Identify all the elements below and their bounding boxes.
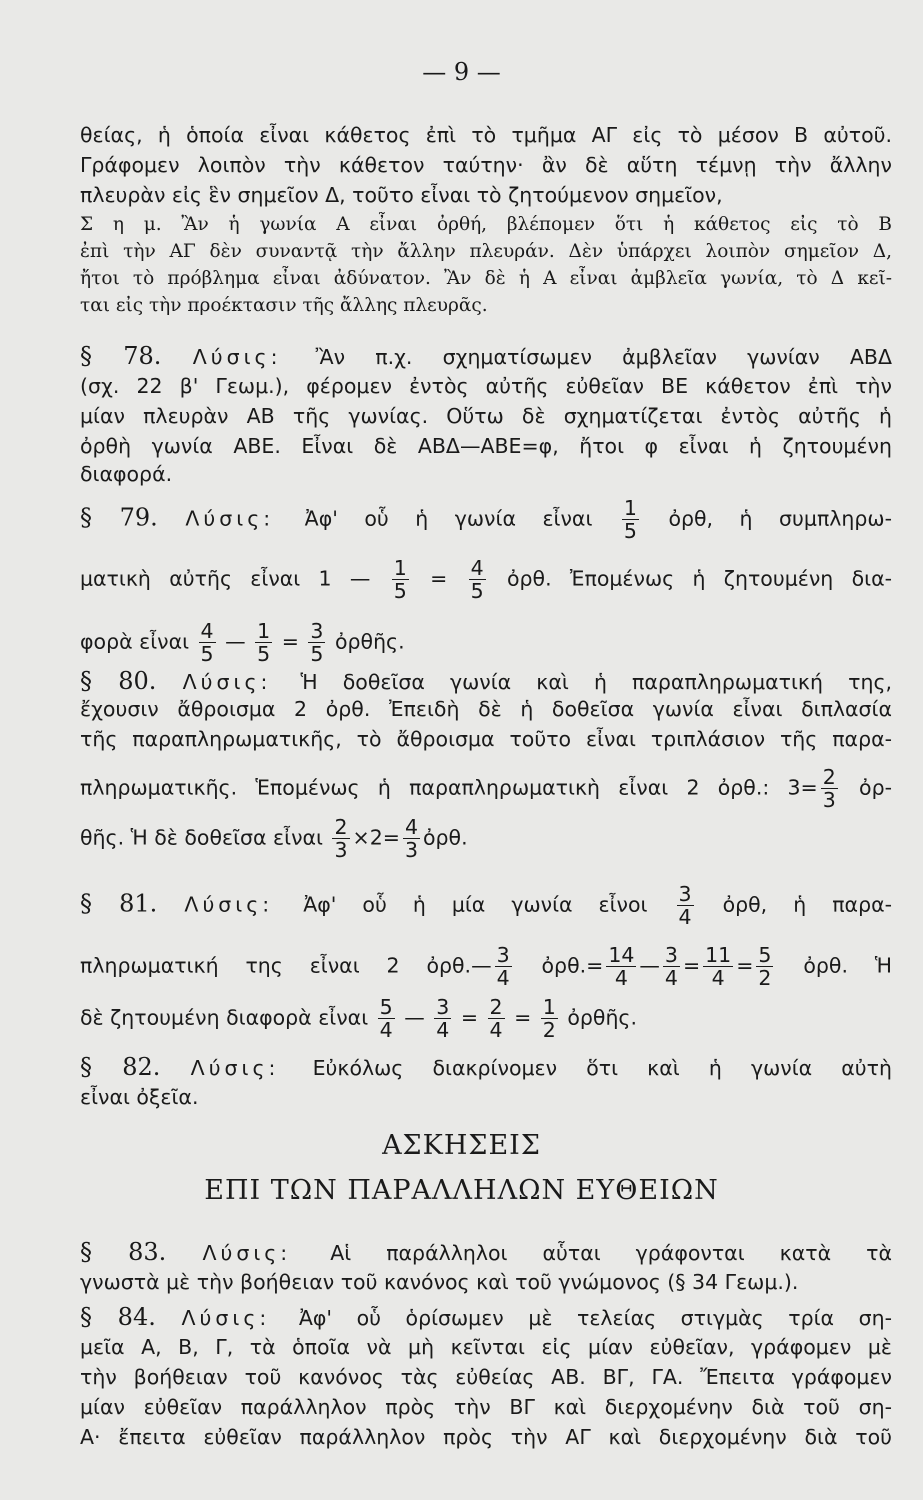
text-line: § 80. Λύσις: Ἡ δοθεῖσα γωνία καὶ ἡ παραπληρωματική της, <box>80 668 892 695</box>
text-line: μεῖα Α, Β, Γ, τὰ ὁποῖα νὰ μὴ κεῖνται εἰς μίαν εὐθεῖαν, γράφομεν μὲ <box>80 1335 892 1359</box>
text-line: ται εἰς τὴν προέκτασιν τῆς ἄλλης πλευρᾶς. <box>80 295 488 316</box>
text-line: τῆς παραπληρωματικῆς, τὸ ἄθροισμα τοῦτο εἶναι τριπλάσιον τῆς παρα- <box>80 727 892 751</box>
text-line: § 83. Λύσις: Αἱ παράλληλοι αὗται γράφονται κατὰ τὰ <box>80 1239 892 1266</box>
text-line: τὴν βοήθειαν τοῦ κανόνος τὰς εὐθείας ΑΒ. ΒΓ, ΓΑ. Ἔπειτα γράφομεν <box>80 1365 892 1389</box>
text-line: § 78. Λύσις: Ἂν π.χ. σχηματίσωμεν ἀμβλεῖαν γωνίαν ΑΒΔ <box>80 343 892 370</box>
page-number: — 9 — <box>422 58 501 86</box>
text-line: μίαν πλευρὰν ΑΒ τῆς γωνίας. Οὕτω δὲ σχηματίζεται ἐντὸς αὐτῆς ἡ <box>80 404 892 428</box>
text-line: φορὰ εἶναι $\frac{4}{5}$ — $\frac{1}{5}$ = $\frac{3}{5}$ ὀρθῆς. <box>80 620 405 665</box>
text-line: § 84. Λύσις: Ἀφ' οὗ ὁρίσωμεν μὲ τελείας στιγμὰς τρία ση- <box>80 1304 892 1331</box>
text-line: ἤτοι τὸ πρόβλημα εἶναι ἀδύνατον. Ἂν δὲ ἡ Α εἶναι ἀμβλεῖα γωνία, τὸ Δ κεῖ- <box>80 268 892 289</box>
text-line: δὲ ζητουμένη διαφορὰ εἶναι $\frac{5}{4}$ — $\frac{3}{4}$ = $\frac{2}{4}$ = $\frac{1}{2}$ ὀρθῆς. <box>80 996 637 1041</box>
text-line: διαφορά. <box>80 462 173 486</box>
text-line: πληρωματικῆς. Ἑπομένως ἡ παραπληρωματικὴ εἶναι 2 ὀρθ.: 3= $\frac{2}{3}$ ὀρ- <box>80 766 892 811</box>
text-line: Α· ἔπειτα εὐθεῖαν παράλληλον πρὸς τὴν ΑΓ καὶ διερχομένην διὰ τοῦ <box>80 1425 892 1449</box>
text-line: ὀρθὴ γωνία ΑΒΕ. Εἶναι δὲ ΑΒΔ—ΑΒΕ=φ, ἤτοι φ εἶναι ἡ ζητουμένη <box>80 434 892 458</box>
text-line: (σχ. 22 β' Γεωμ.), φέρομεν ἐντὸς αὐτῆς εὐθεῖαν ΒΕ κάθετον ἐπὶ τὴν <box>80 374 892 398</box>
text-line: εἶναι ὀξεῖα. <box>80 1085 199 1109</box>
text-line: ἔχουσιν ἄθροισμα 2 ὀρθ. Ἐπειδὴ δὲ ἡ δοθεῖσα γωνία εἶναι διπλασία <box>80 697 892 721</box>
section-subheading: ΕΠΙ ΤΩΝ ΠΑΡΑΛΛΗΛΩΝ ΕΥΘΕΙΩΝ <box>204 1175 719 1206</box>
section-heading: ΑΣΚΗΣΕΙΣ <box>382 1130 541 1161</box>
text-line: ἐπὶ τὴν ΑΓ δὲν συναντᾷ τὴν ἄλλην πλευράν. Δὲν ὑπάρχει λοιπὸν σημεῖον Δ, <box>80 241 892 262</box>
text-line: Σ η μ. Ἂν ἡ γωνία Α εἶναι ὀρθή, βλέπομεν ὅτι ἡ κάθετος εἰς τὸ Β <box>80 214 892 235</box>
text-line: ματικὴ αὐτῆς εἶναι 1 — $\frac{1}{5}$ = $\frac{4}{5}$ ὀρθ. Ἐπομένως ἡ ζητουμένη δια- <box>80 557 892 602</box>
text-line: μίαν εὐθεῖαν παράλληλον πρὸς τὴν ΒΓ καὶ διερχομένην διὰ τοῦ ση- <box>80 1395 892 1419</box>
text-line: § 82. Λύσις: Εὐκόλως διακρίνομεν ὅτι καὶ ἡ γωνία αὐτὴ <box>80 1054 892 1081</box>
text-line: θῆς. Ἡ δὲ δοθεῖσα εἶναι $\frac{2}{3}$ ×2= $\frac{4}{3}$ ὀρθ. <box>80 816 468 861</box>
text-line: § 79. Λύσις: Ἀφ' οὗ ἡ γωνία εἶναι $\frac{1}{5}$ ὀρθ, ἡ συμπληρω- <box>80 497 892 542</box>
text-line: θείας, ἡ ὁποία εἶναι κάθετος ἐπὶ τὸ τμῆμα ΑΓ εἰς τὸ μέσον Β αὐτοῦ. <box>80 123 892 147</box>
text-line: Γράφομεν λοιπὸν τὴν κάθετον ταύτην· ἂν δὲ αὕτη τέμνῃ τὴν ἄλλην <box>80 153 892 177</box>
text-line: γνωστὰ μὲ τὴν βοήθειαν τοῦ κανόνος καὶ τοῦ γνώμονος (§ 34 Γεωμ.). <box>80 1270 799 1294</box>
text-line: πλευρὰν εἰς ἓν σημεῖον Δ, τοῦτο εἶναι τὸ ζητούμενον σημεῖον, <box>80 183 723 207</box>
text-line: πληρωματική της εἶναι 2 ὀρθ.— $\frac{3}{4}$ ὀρθ.= $\frac{14}{4}$ — $\frac{3}{4}$ = $\frac{11}{4}$ = $\frac{5}{2}$ ὀρθ. Ἡ <box>80 944 892 989</box>
text-line: § 81. Λύσις: Ἀφ' οὗ ἡ μία γωνία εἶνοι $\frac{3}{4}$ ὀρθ, ἡ παρα- <box>80 883 892 928</box>
